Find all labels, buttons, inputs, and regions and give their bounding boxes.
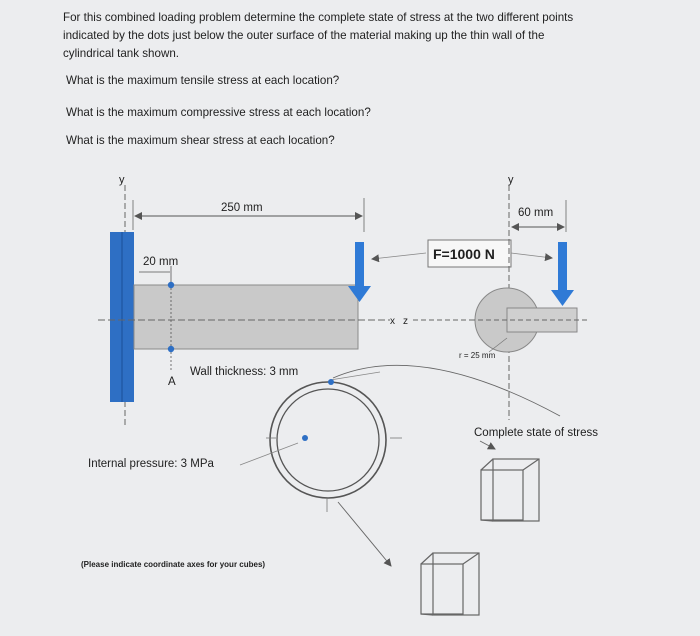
problem-line-2: indicated by the dots just below the outer surface of the material making up the thin wall of the (63, 29, 545, 42)
cylindrical-tank (134, 285, 358, 349)
axis-x-label: x (390, 316, 395, 327)
ring-inner-dot (302, 435, 308, 441)
stress-cube-bottom (421, 553, 479, 615)
radius-label: r = 25 mm (459, 351, 496, 360)
dim-250-label: 250 mm (221, 202, 263, 214)
y-axis-right-label: y (508, 174, 514, 186)
ring-top-dot (328, 379, 334, 385)
force-arrow-right-head (551, 290, 574, 306)
ring-to-cube-arrow (338, 502, 391, 566)
axis-z-label: z (403, 316, 408, 327)
wall-thickness-label: Wall thickness: 3 mm (190, 366, 299, 378)
question-tensile: What is the maximum tensile stress at each location? (66, 74, 340, 87)
stress-cube-top (481, 459, 539, 521)
force-leader-left (372, 253, 426, 259)
force-arrow-left-shaft (355, 242, 364, 288)
coordinate-note: (Please indicate coordinate axes for your cubes) (81, 560, 266, 569)
dim-60-label: 60 mm (518, 207, 554, 219)
question-shear: What is the maximum shear stress at each location? (66, 134, 335, 147)
force-arrow-right-shaft (558, 242, 567, 292)
problem-line-3: cylindrical tank shown. (63, 47, 179, 60)
point-top-dot (168, 282, 174, 288)
force-label: F=1000 N (433, 246, 495, 262)
force-leader-right (511, 253, 552, 258)
complete-state-arrow (480, 441, 495, 449)
point-a-dot (168, 346, 174, 352)
internal-pressure-leader (240, 443, 298, 465)
dim-20-label: 20 mm (143, 256, 179, 268)
thin-wall-ring-inner (277, 389, 379, 491)
curve-leader (333, 365, 560, 416)
internal-pressure-label: Internal pressure: 3 MPa (88, 458, 214, 470)
thin-wall-ring-outer (270, 382, 386, 498)
point-a-label: A (168, 376, 176, 388)
complete-state-label: Complete state of stress (474, 427, 598, 439)
y-axis-left-label: y (119, 174, 125, 186)
question-compressive: What is the maximum compressive stress at each location? (66, 106, 371, 119)
problem-line-1: For this combined loading problem determine the complete state of stress at the two different points (63, 11, 574, 24)
